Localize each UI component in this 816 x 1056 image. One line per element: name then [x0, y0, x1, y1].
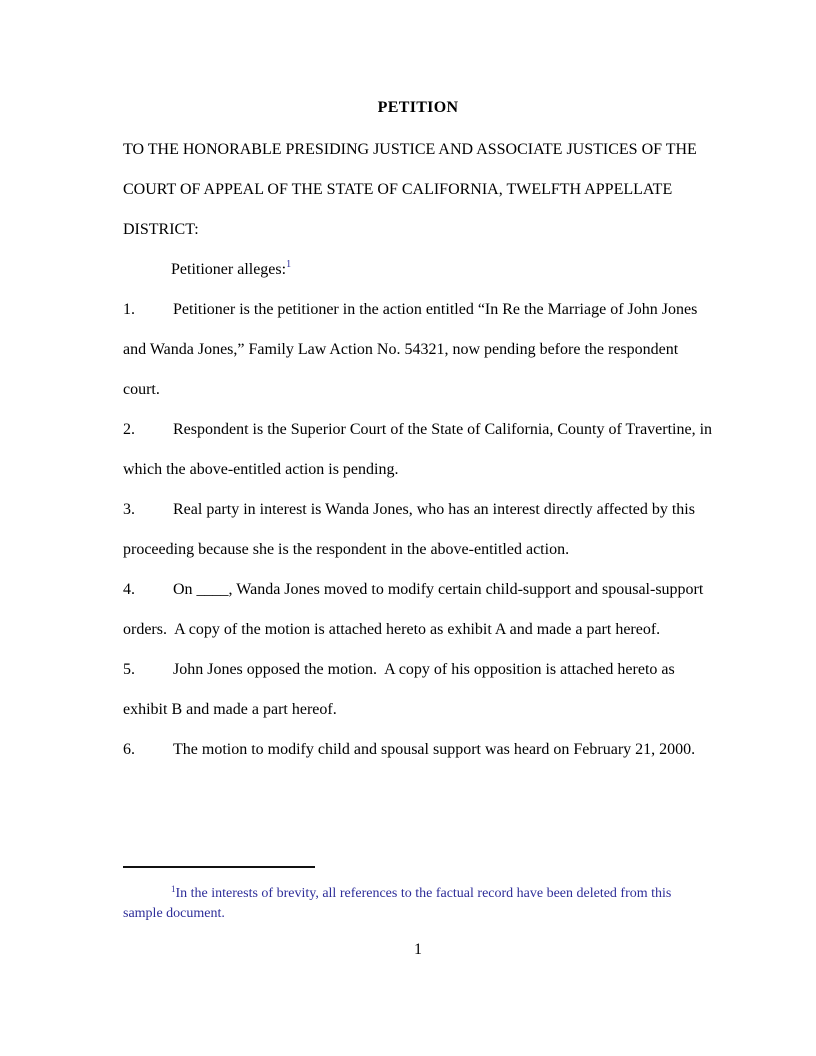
paragraph-text: On ____, Wanda Jones moved to modify certain child-support and spousal-support orders. A copy of the motion is attached hereto as exhibit A and made a part hereof. [123, 581, 708, 638]
document-body [123, 88, 717, 770]
numbered-paragraph-6 [123, 730, 713, 770]
numbered-paragraph-5 [123, 650, 713, 730]
paragraph-text: Petitioner is the petitioner in the action entitled “In Re the Marriage of John Jones and Wanda Jones,” Family Law Action No. 54321, now pending before the respondent court. [123, 301, 702, 398]
paragraph-number: 2. [123, 421, 135, 438]
document-title: PETITION [377, 99, 459, 116]
paragraph-text: Respondent is the Superior Court of the State of California, County of Travertine, in which the above-entitled action is pending. [123, 421, 717, 478]
intro-text: Petitioner alleges: [171, 261, 287, 278]
footnote-reference-marker[interactable]: 1 [286, 259, 292, 270]
footnote-text: In the interests of brevity, all references to the factual record have been deleted from this sample document. [123, 886, 675, 921]
numbered-paragraph-4 [123, 570, 713, 650]
paragraph-text: John Jones opposed the motion. A copy of his opposition is attached hereto as exhibit B and made a part hereof. [123, 661, 679, 718]
paragraph-text: Real party in interest is Wanda Jones, who has an interest directly affected by this proceeding because she is the respondent in the above-entitled action. [123, 501, 699, 558]
numbered-paragraph-3 [123, 490, 713, 570]
numbered-paragraph-2 [123, 410, 717, 490]
page-number: 1 [414, 941, 422, 958]
footnote [123, 884, 675, 924]
paragraph-number: 3. [123, 501, 135, 518]
intro-line [123, 250, 713, 290]
salutation: TO THE HONORABLE PRESIDING JUSTICE AND ASSOCIATE JUSTICES OF THE COURT OF APPEAL OF THE STATE OF CALIFORNIA, TWELFTH APPELLATE DISTRICT: [123, 141, 701, 238]
footnote-number-marker[interactable]: 1 [171, 884, 176, 894]
footnote-separator [123, 866, 315, 868]
paragraph-number: 5. [123, 661, 135, 678]
paragraph-text: The motion to modify child and spousal support was heard on February 21, 2000. [173, 741, 696, 758]
numbered-paragraph-1 [123, 290, 713, 410]
paragraph-number: 6. [123, 741, 135, 758]
paragraph-number: 1. [123, 301, 135, 318]
paragraph-number: 4. [123, 581, 135, 598]
